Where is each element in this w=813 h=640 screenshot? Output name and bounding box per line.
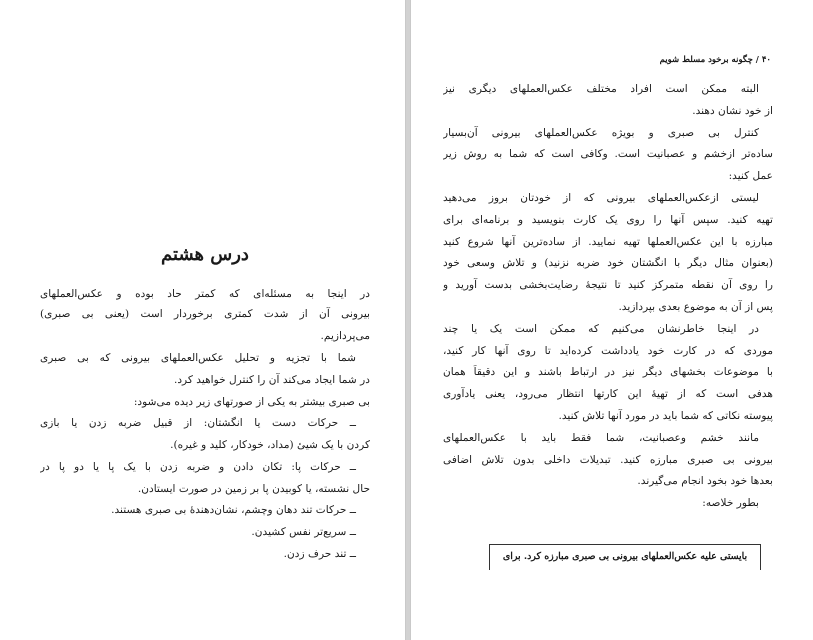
right-text-line-10: را روی آن نقطه متمرکز کنید تا نتیجهٔ رضایت‌بخشی بدست آورید و: [443, 279, 773, 291]
left-text-line-13: ــ تند حرف زدن.: [283, 548, 356, 560]
right-text-line-9: (بعنوان مثال دیگر با انگشتان خود ضربه نزنید) و تلاش وسعی خود: [443, 257, 773, 269]
right-text-line-6: لیستی ازعکس‌العملهای بیرونی که از خودتان بروز می‌دهید: [443, 192, 759, 204]
left-text-line-11: ــ حرکات تند دهان وچشم، نشان‌دهندهٔ بی صبری هستند.: [111, 504, 356, 516]
right-text-line-18: بیرونی بی صبری مبارزه کنید. تبدیلات داخلی بدون تلاش اضافی: [443, 454, 773, 466]
right-text-line-1: البته ممکن است افراد مختلف عکس‌العملهای دیگری نیز: [443, 83, 759, 95]
left-text-line-4: شما با تجزیه و تحلیل عکس‌العملهای بیرونی که بی صبری: [40, 352, 356, 364]
right-text-line-14: با موضوعات بخشهای دیگر نیز در ارتباط باشند و این دقیقاً همان: [443, 366, 773, 378]
right-text-line-8: مبارزه با این عکس‌العملها تهیه نمایید. از ساده‌ترین آنها شروع کنید: [443, 236, 773, 248]
left-text-line-9: ــ حرکات پا: تکان دادن و ضربه زدن با یک پا یا دو پا در: [40, 461, 356, 473]
right-text-line-5: عمل کنید:: [728, 170, 773, 182]
right-text-line-13: موردی که در کارت خود یادداشت کرده‌اید تا روی آنها کار کنید،: [443, 345, 773, 357]
right-text-line-20: بطور خلاصه:: [702, 497, 759, 509]
right-text-line-15: هدفی است که از تهیهٔ این کارتها انتظار می‌رود، یعنی یادآوری: [443, 388, 773, 400]
left-text-line-10: حال نشسته، یا کوبیدن پا بر زمین در صورت ایستادن.: [137, 483, 370, 495]
summary-box-text: بایستی علیه عکس‌العملهای بیرونی بی صبری مبارزه کرد. برای: [502, 551, 748, 562]
left-text-line-6: بی صبری بیشتر به یکی از صورتهای زیر دیده می‌شود:: [133, 396, 370, 408]
right-text-line-4: ساده‌تر ازخشم و عصبانیت است. وکافی است که شما به روش زیر: [443, 148, 773, 160]
left-text-line-1: در اینجا به مسئله‌ای که کمتر حاد بوده و عکس‌العملهای: [40, 288, 370, 300]
right-text-line-2: از خود نشان دهند.: [692, 105, 773, 117]
lesson-title: درس هشتم: [161, 244, 249, 265]
summary-box: [489, 544, 761, 570]
left-text-line-12: ــ سریع‌تر نفس کشیدن.: [251, 526, 356, 538]
right-text-line-11: پس از آن به موضوع بعدی بپردازید.: [618, 301, 773, 313]
right-text-line-12: در اینجا خاطرنشان می‌کنیم که ممکن است یک یا چند: [443, 323, 759, 335]
left-text-line-5: در شما ایجاد می‌کند آن را کنترل خواهید کرد.: [173, 374, 370, 386]
right-text-line-16: پیوسته نکاتی که شما باید در مورد آنها تلاش کنید.: [558, 410, 773, 422]
left-text-line-8: کردن با یک شیئ (مداد، خودکار، کلید و غیره).: [170, 439, 370, 451]
running-header: ۴۰ / چگونه برخود مسلط شویم: [659, 55, 771, 65]
right-text-line-3: کنترل بی صبری و بویژه عکس‌العملهای بیرونی آن‌بسیار: [443, 127, 759, 139]
right-page: [410, 0, 813, 640]
right-text-line-19: بعدها خود بخود انجام می‌گیرند.: [637, 475, 773, 487]
right-text-line-17: مانند خشم وعصبانیت، شما فقط باید با عکس‌العملهای: [443, 432, 759, 444]
left-text-line-2: بیرونی آن از شدت کمتری برخوردار است (یعنی بی صبری): [40, 308, 370, 320]
right-text-line-7: تهیه کنید. سپس آنها را روی یک کارت بنویسید و برنامه‌ای برای: [443, 214, 773, 226]
left-page: [0, 0, 406, 640]
left-text-line-3: می‌پردازیم.: [320, 330, 370, 342]
left-text-line-7: ــ حرکات دست یا انگشتان: از قبیل ضربه زدن یا بازی: [40, 417, 356, 429]
